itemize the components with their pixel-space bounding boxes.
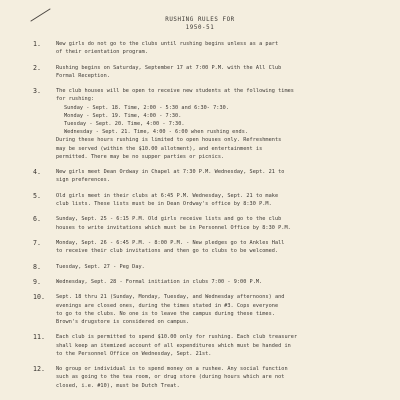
rule-text-line: to go to the clubs. No one is to leave the campus during these times. xyxy=(56,310,275,317)
rule-text-line: Each club is permitted to spend $10.00 only for rushing. Each club treasurer xyxy=(56,334,298,341)
rule-number: 12. xyxy=(33,365,45,374)
schedule-line: Wednesday - Sept. 21. Time, 4:00 - 6:00 when rushing ends. xyxy=(64,129,249,136)
rule-item xyxy=(0,215,400,231)
rule-text-line: such as going to the tea room, or drug store (during hours which are not xyxy=(56,374,285,381)
rule-text-line: club lists. These lists must be in Dean Ordway's office by 8:30 P.M. xyxy=(56,201,272,207)
rule-number: 7. xyxy=(33,238,41,247)
rule-item xyxy=(0,333,400,358)
rule-text-line: Wednesday, Sept. 28 - Formal initiation in clubs 7:00 - 9:00 P.M. xyxy=(56,278,263,285)
rule-number: 9. xyxy=(33,277,41,286)
rule-number: 4. xyxy=(33,168,41,177)
rule-item xyxy=(0,168,400,184)
rule-item xyxy=(0,293,400,326)
rule-text-line: Old girls meet in their clubs at 6:45 P.M. Wednesday, Sept. 21 to make xyxy=(56,192,279,199)
rule-number: 1. xyxy=(33,40,41,48)
rule-text-line: Tuesday, Sept. 27 - Peg Day. xyxy=(56,263,145,270)
document-title: RUSHING RULES FOR xyxy=(165,17,235,23)
schedule-line: Tuesday - Sept. 20. Time, 4:00 - 7:30. xyxy=(64,121,185,127)
rule-item xyxy=(0,239,400,255)
rule-number: 5. xyxy=(33,191,41,200)
rule-text-line: New girls meet Dean Ordway in Chapel at 7:30 P.M. Wednesday, Sept. 21 to xyxy=(56,169,285,176)
rule-text-line: houses to write invitations which must be in Personnel Office by 8:30 P.M. xyxy=(56,224,291,231)
rule-item xyxy=(0,192,400,208)
rule-text-line: closed, i.e. #10), must be Dutch Treat. xyxy=(56,382,180,389)
rule-text-line: During these hours rushing is limited to open houses only. Refreshments xyxy=(56,137,282,144)
rule-text-line: Formal Reception. xyxy=(56,72,110,79)
rule-item xyxy=(0,263,400,271)
rule-text-line: shall keep an itemized account of all expenditures which must be handed in xyxy=(56,342,291,349)
rule-number: 11. xyxy=(33,333,45,342)
rule-text-line: for rushing: xyxy=(56,96,95,103)
rule-item xyxy=(0,278,400,286)
document-year: 1950-51 xyxy=(185,25,215,31)
rule-number: 10. xyxy=(33,293,45,302)
rule-item xyxy=(0,87,400,161)
rule-item xyxy=(0,40,400,56)
rule-text-line: No group or individual is to spend money on a rushee. Any social function xyxy=(56,366,288,373)
rule-text-line: Monday, Sept. 26 - 6:45 P.M. - 8:00 P.M. - New pledges go to Ankles Hall xyxy=(56,239,285,246)
schedule-line: Monday - Sept. 19. Time, 4:00 - 7:30. xyxy=(64,112,182,119)
rule-text-line: New girls do not go to the clubs until rushing begins unless as a part xyxy=(56,41,279,47)
rule-text-line: Sunday, Sept. 25 - 6:15 P.M. Old girls receive lists and go to the club xyxy=(56,216,282,223)
rule-item xyxy=(0,64,400,80)
rule-text-line: permitted. There may be no supper parties or picnics. xyxy=(56,153,225,160)
rule-text-line: to the Personnel Office on Wednesday, Sept. 21st. xyxy=(56,350,212,357)
rule-text-line: may be served (within the $10.00 allotment), and entertainment is xyxy=(56,145,263,152)
rule-number: 8. xyxy=(33,262,41,271)
rule-item xyxy=(0,365,400,390)
rule-text-line: The club houses will be open to receive new students at the following times xyxy=(56,88,294,95)
rule-number: 2. xyxy=(33,63,41,72)
rule-text-line: sign preferences. xyxy=(56,177,110,184)
rule-number: 6. xyxy=(33,215,41,224)
schedule-line: Sunday - Sept. 18. Time, 2:00 - 5:30 and 6:30- 7:30. xyxy=(64,104,230,111)
rule-text-line: Sept. 18 thru 21 (Sunday, Monday, Tuesday, and Wednesday afternoons) and xyxy=(56,294,285,301)
rule-number: 3. xyxy=(33,87,41,96)
rule-text-line: Rushing begins on Saturday, September 17 at 7:00 P.M. with the All Club xyxy=(56,64,282,71)
rule-text-line: of their orientation program. xyxy=(56,49,149,56)
rule-text-line: Brown's drugstore is considered on campus. xyxy=(56,318,190,325)
rules-list xyxy=(0,40,400,397)
rule-text-line: to receive their club invitations and then go to clubs to be welcomed. xyxy=(56,248,279,255)
rule-text-line: evenings are closed ones, during the times stated in #3. Cops everyone xyxy=(56,302,279,309)
